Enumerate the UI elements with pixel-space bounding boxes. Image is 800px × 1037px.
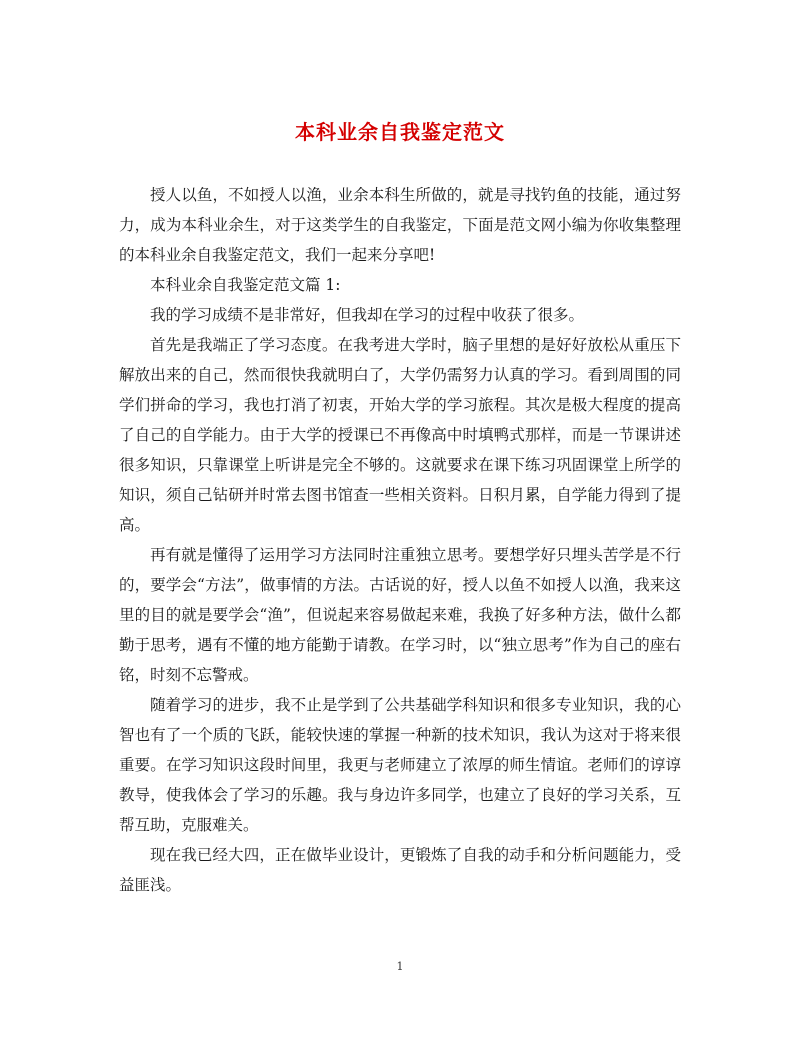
paragraph-2: 首先是我端正了学习态度。在我考进大学时，脑子里想的是好好放松从重压下解放出来的自己，然而很快我就明白了，大学仍需努力认真的学习。看到周围的同学们拼命的学习，我也打消了初衷，开始大学的学习旅程。其次是极大程度的提高了自己的自学能力。由于大学的授课已不再像高中时填鸭式那样，而是一节课讲述很多知识，只靠课堂上听讲是完全不够的。这就要求在课下练习巩固课堂上所学的知识，须自己钻研并时常去图书馆查一些相关资料。日积月累，自学能力得到了提高。 <box>119 336 681 534</box>
intro-paragraph: 授人以鱼，不如授人以渔，业余本科生所做的，就是寻找钓鱼的技能，通过努力，成为本科业余生，对于这类学生的自我鉴定，下面是范文网小编为你收集整理的本科业余自我鉴定范文，我们一起来分享吧! <box>119 186 681 264</box>
paragraph-1: 我的学习成绩不是非常好，但我却在学习的过程中收获了很多。 <box>150 306 585 324</box>
document-body <box>119 180 681 900</box>
paragraph-4: 随着学习的进步，我不止是学到了公共基础学科知识和很多专业知识，我的心智也有了一个质的飞跃，能较快速的掌握一种新的技术知识，我认为这对于将来很重要。在学习知识这段时间里，我更与老师建立了浓厚的师生情谊。老师们的谆谆教导，使我体会了学习的乐趣。我与身边许多同学，也建立了良好的学习关系，互帮互助，克服难关。 <box>119 696 681 834</box>
paragraph-3: 再有就是懂得了运用学习方法同时注重独立思考。要想学好只埋头苦学是不行的，要学会“方法”，做事情的方法。古话说的好，授人以鱼不如授人以渔，我来这里的目的就是要学会“渔”，但说起来容易做起来难，我换了好多种方法，做什么都勤于思考，遇有不懂的地方能勤于请教。在学习时，以“独立思考”作为自己的座右铭，时刻不忘警戒。 <box>119 546 681 684</box>
document-title: 本科业余自我鉴定范文 <box>295 120 505 144</box>
page-number: 1 <box>396 960 404 973</box>
section-heading: 本科业余自我鉴定范文篇 1: <box>150 276 341 294</box>
paragraph-5: 现在我已经大四，正在做毕业设计，更锻炼了自我的动手和分析问题能力，受益匪浅。 <box>119 846 681 894</box>
